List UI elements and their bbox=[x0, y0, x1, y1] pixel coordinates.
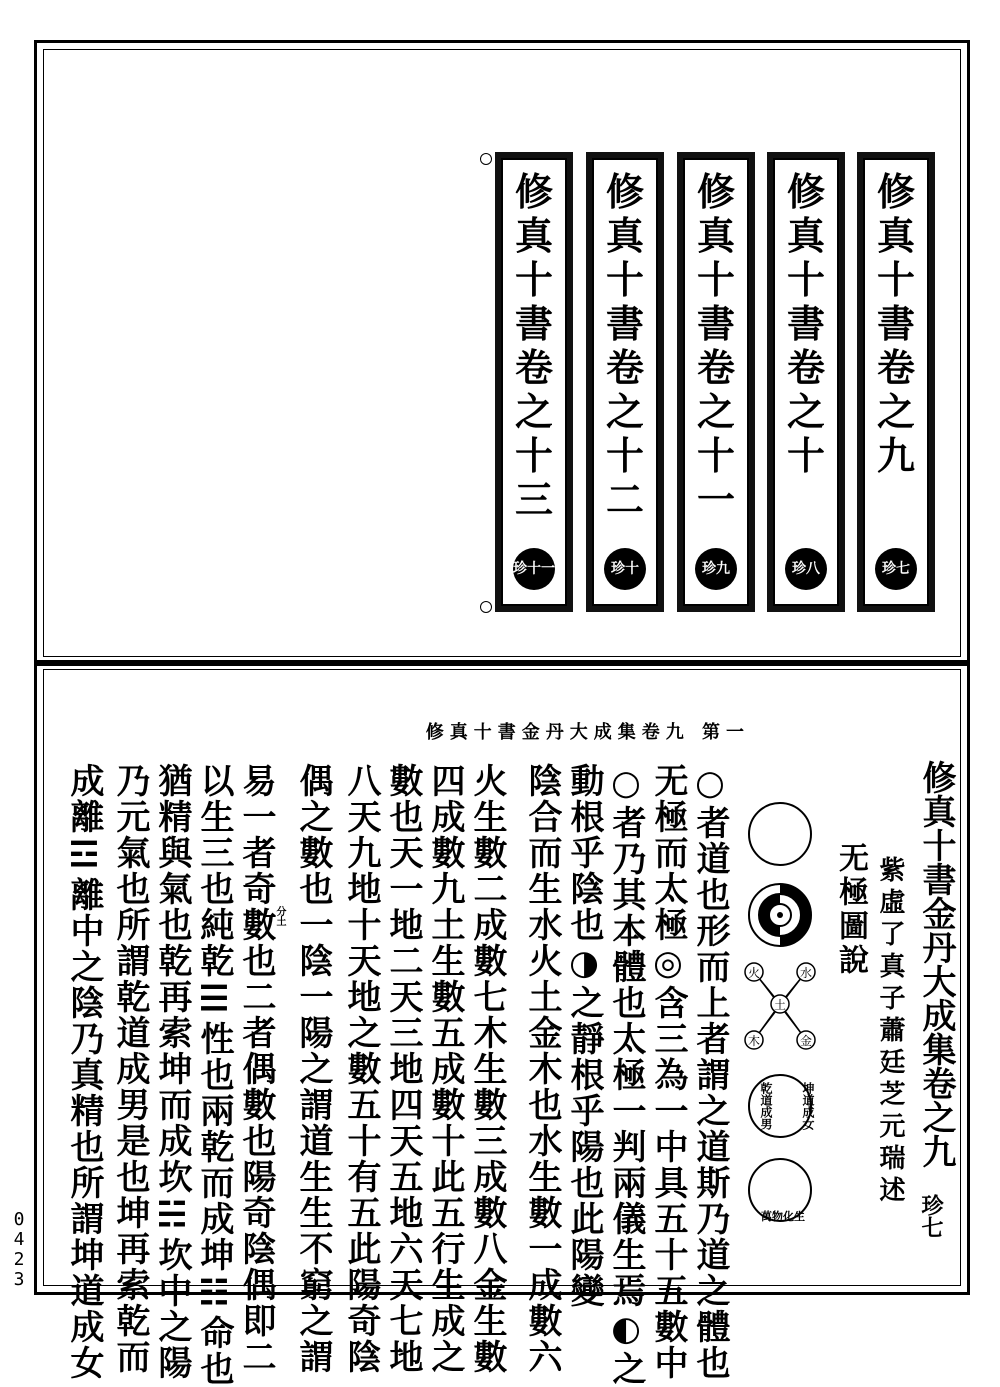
volume-title: 修真十書卷之十 bbox=[786, 169, 825, 478]
spine-binding-dot-bottom bbox=[480, 601, 492, 613]
volume-spine-10 bbox=[767, 152, 845, 612]
catalog-mark: 珍七 bbox=[918, 1194, 944, 1238]
volume-seal: 珍九 bbox=[695, 548, 737, 590]
wuji-diagram bbox=[728, 790, 828, 1240]
text-column: 陰合而生水火土金木也水生數一成數六 bbox=[522, 763, 562, 1375]
volume-title: 修真十書卷之十一 bbox=[696, 169, 735, 522]
text-column: 八天九地十天地之數五十有五此陽奇陰 bbox=[341, 763, 381, 1375]
section-title: 无極圖說 bbox=[833, 842, 868, 978]
phase-water: 水 bbox=[799, 966, 813, 980]
volume-title: 修真十書卷之十三 bbox=[514, 169, 553, 522]
small-note: 分土 bbox=[274, 906, 285, 926]
volume-spine-label bbox=[683, 158, 749, 606]
chapter-title: 修真十書金丹大成集卷之九 bbox=[916, 760, 956, 1168]
text-column: 火生數二成數七木生數三成數八金生數 bbox=[467, 763, 507, 1375]
volume-spine-label bbox=[501, 158, 567, 606]
text-column: 乃元氣也所謂乾道成男是也坤再索乾而 bbox=[110, 763, 150, 1375]
volume-spine-label bbox=[592, 158, 658, 606]
volume-spine-label bbox=[773, 158, 839, 606]
text-column: 易一者奇數也二者偶數也陽奇陰偶即二 bbox=[236, 763, 276, 1375]
text-column: 成離☲離中之陰乃真精也所謂坤道成女 bbox=[64, 763, 104, 1381]
text-column: 動根乎陰也◑之靜根乎陽也此陽變 bbox=[564, 763, 604, 1309]
volume-spine-13 bbox=[495, 152, 573, 612]
five-phases-diagram bbox=[745, 963, 815, 1049]
volume-seal: 珍七 bbox=[875, 548, 917, 590]
text-column: ○者乃其本體也太極一判兩儀生焉◐之 bbox=[606, 763, 646, 1387]
taiji-circle bbox=[749, 884, 811, 946]
text-column: 偶之數也一陰一陽之謂道生生不窮之謂 bbox=[293, 763, 333, 1375]
phase-fire: 火 bbox=[747, 966, 761, 980]
page-number: 0423 bbox=[13, 1209, 25, 1290]
phase-metal: 金 bbox=[799, 1034, 813, 1048]
phase-wood: 木 bbox=[747, 1034, 761, 1048]
text-column: 數也天一地二天三地四天五地六天七地 bbox=[383, 763, 423, 1375]
volume-spine-9 bbox=[857, 152, 935, 612]
running-header: 修真十書金丹大成集卷九 第一 bbox=[425, 722, 750, 743]
kun-label: 坤道成女 bbox=[801, 1082, 815, 1130]
volume-title: 修真十書卷之九 bbox=[876, 169, 915, 478]
volume-seal: 珍十一 bbox=[513, 548, 555, 590]
phase-earth: 土 bbox=[773, 998, 787, 1012]
wanwu-label: 萬物化生 bbox=[761, 1210, 805, 1223]
text-column: 无極而太極◎含三為一中具五十五數中 bbox=[648, 763, 688, 1381]
text-column: 猶精與氣也乾再索坤而成坎☵坎中之陽 bbox=[152, 763, 192, 1381]
author-line: 紫虛了真子蕭廷芝元瑞述 bbox=[875, 856, 905, 1208]
text-column: 四成數九土生數五成數十此五行生成之 bbox=[425, 763, 465, 1375]
volume-seal: 珍八 bbox=[785, 548, 827, 590]
volume-spine-12 bbox=[586, 152, 664, 612]
volume-seal: 珍十 bbox=[604, 548, 646, 590]
text-column: 以生三也純乾☰性也兩乾而成坤☷命也 bbox=[194, 763, 234, 1387]
volume-spine-label bbox=[863, 158, 929, 606]
qian-label: 乾道成男 bbox=[759, 1082, 773, 1130]
text-column: ○者道也形而上者謂之道斯乃道之體也 bbox=[690, 763, 730, 1381]
spine-binding-dot-top bbox=[480, 153, 492, 165]
volume-title: 修真十書卷之十二 bbox=[605, 169, 644, 522]
wuji-empty-circle bbox=[749, 803, 811, 865]
volume-spine-11 bbox=[677, 152, 755, 612]
